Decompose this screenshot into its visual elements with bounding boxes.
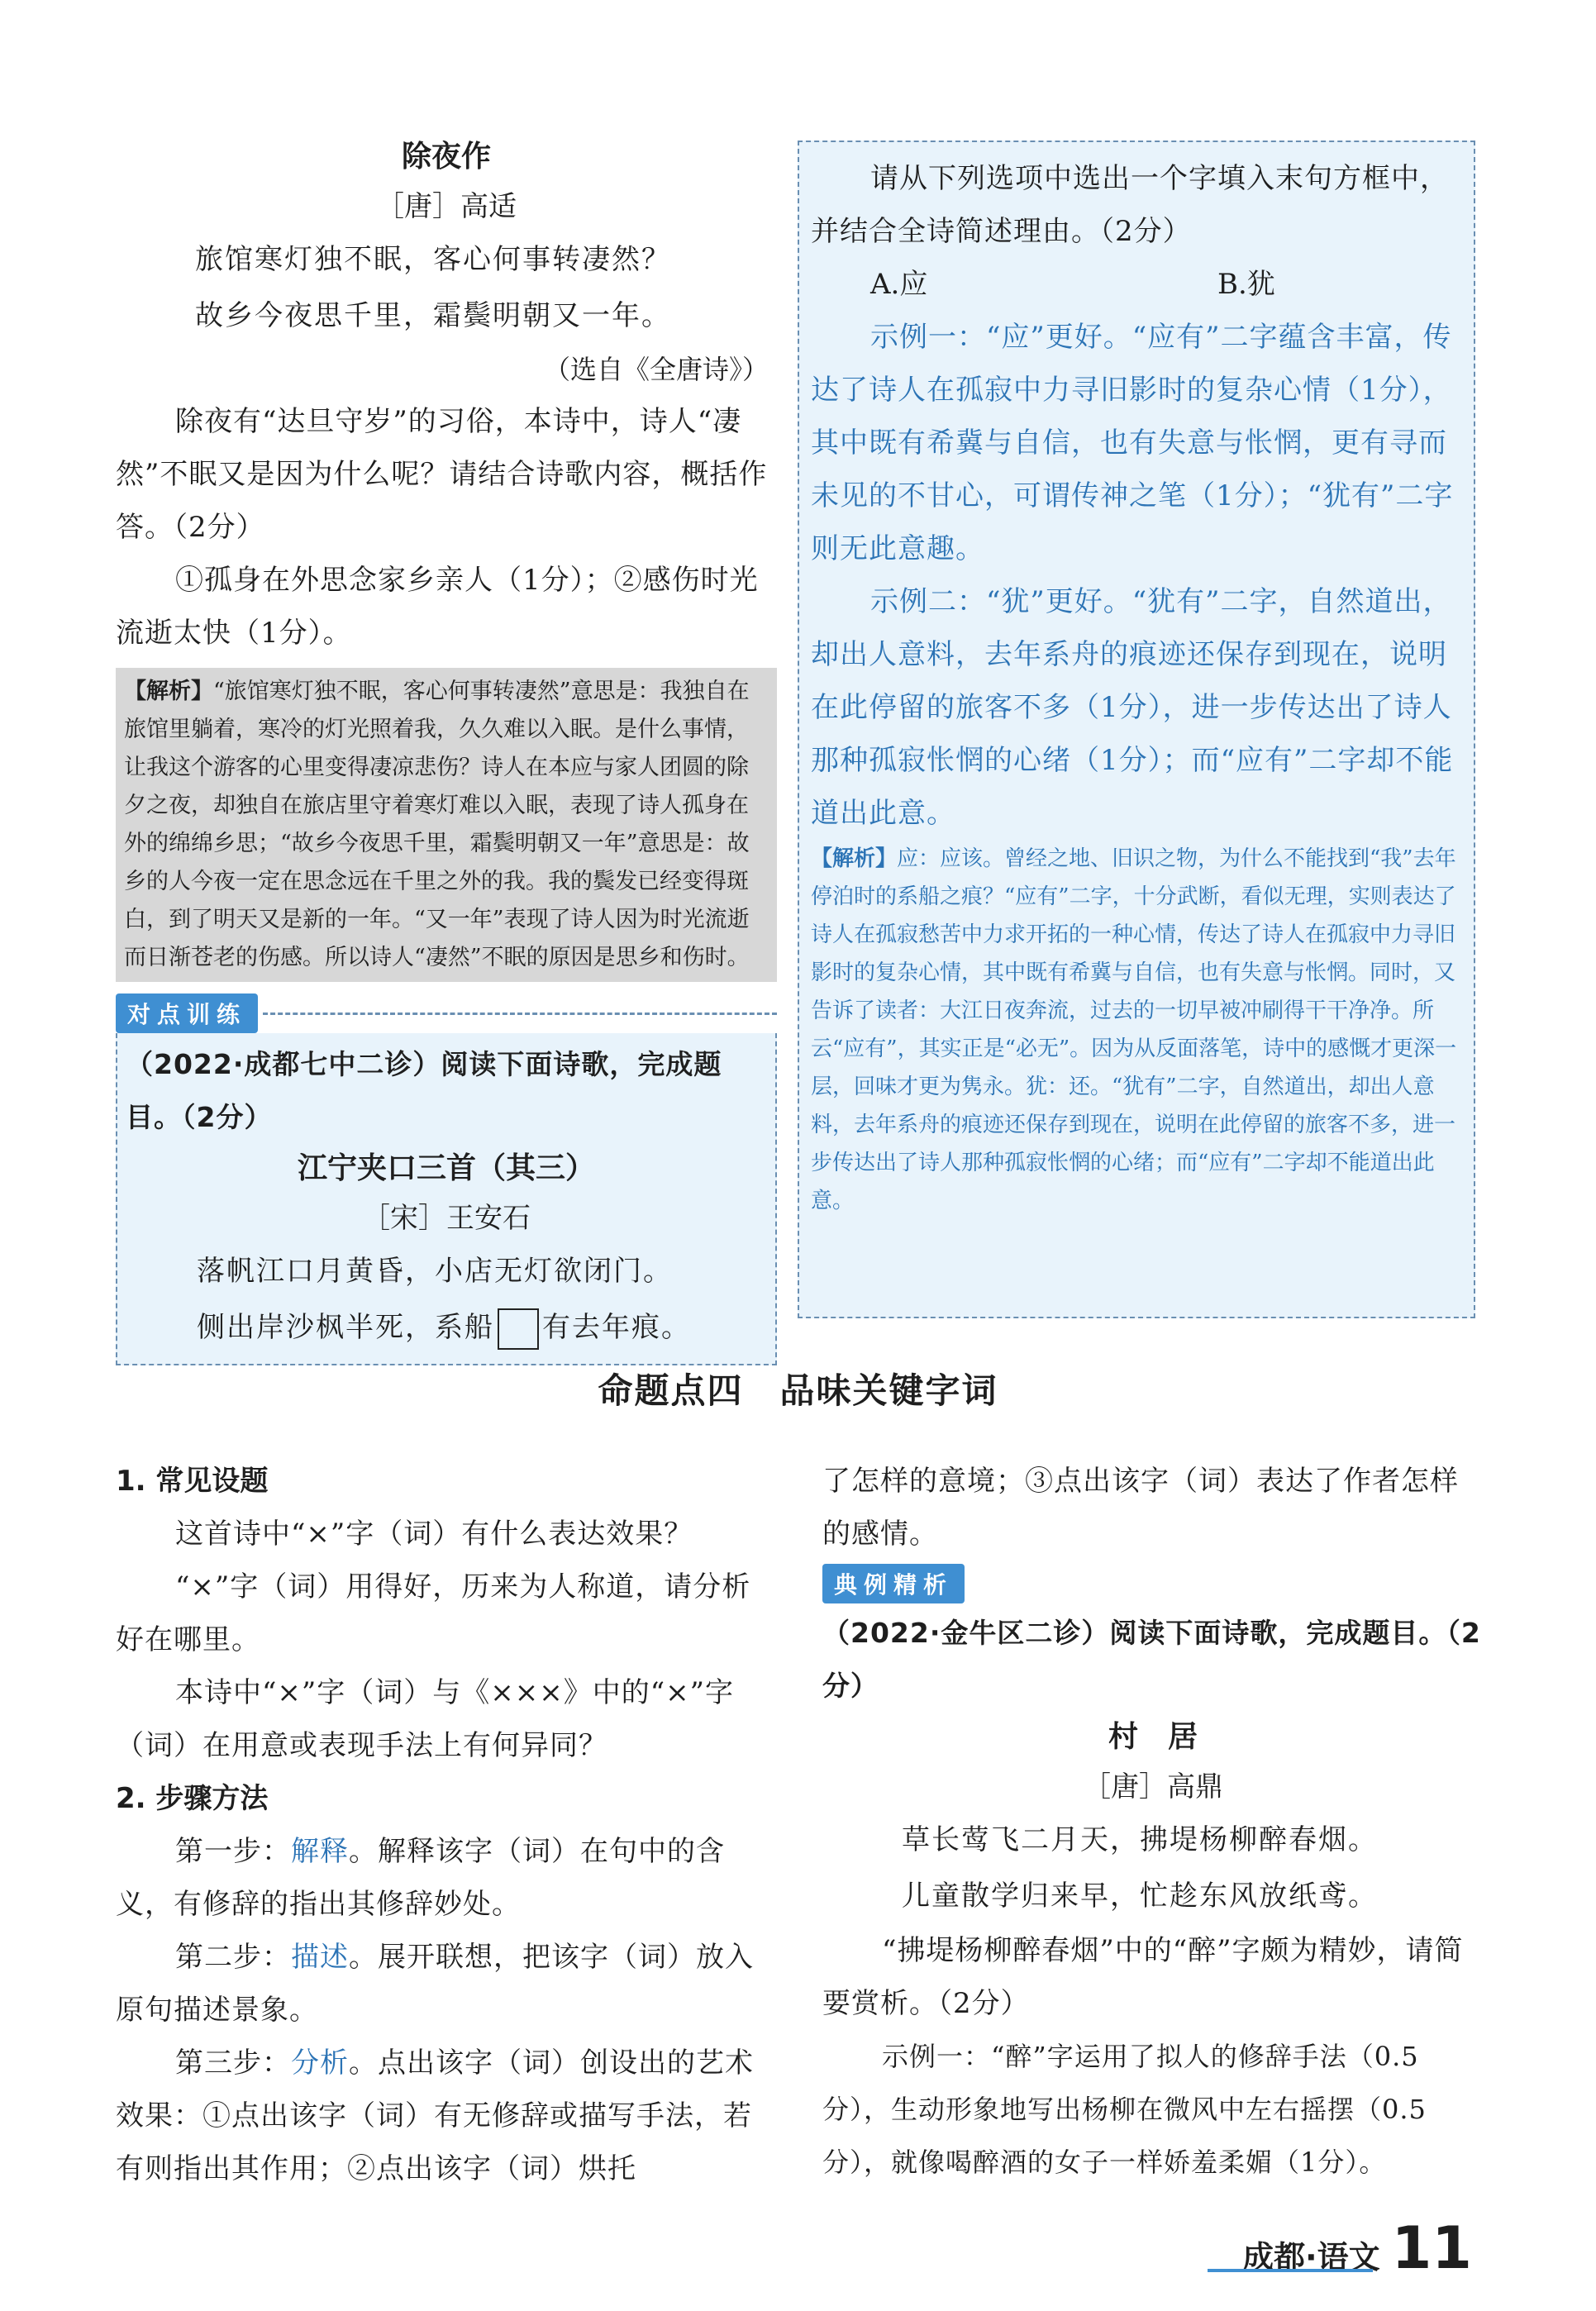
step-label: 第一步： (175, 1835, 291, 1868)
line-part-a: 侧出岸沙枫半死，系船 (197, 1311, 494, 1344)
option-b: B.犹 (1217, 268, 1275, 301)
step-text: 。展开联想，把该字（词）放入原句描述景象。 (116, 1941, 754, 2027)
step-keyword: 解释 (291, 1835, 349, 1868)
poem-title: 除夜作 (401, 140, 491, 174)
common-question-1: 这首诗中“×”字（词）有什么表达效果？ (175, 1518, 693, 1551)
example-poem-line-2: 儿童散学归来早，忙趁东风放纸鸢。 (902, 1880, 1378, 1913)
practice-poem-line-2 (126, 1299, 767, 1356)
step-label: 第三步： (175, 2047, 291, 2080)
example-poem-title: 村 居 (1108, 1720, 1198, 1754)
practice-label: 对点训练 (116, 993, 258, 1033)
example-answer: 示例一：“醉”字运用了拟人的修辞手法（0.5分），生动形象地写出杨柳在微风中左右摇摆（0.5分），就像喝醉酒的女子一样娇羞柔媚（1分）。 (822, 2041, 1427, 2178)
example-label-line (822, 1564, 1484, 1603)
poem-author: ［唐］高适 (376, 190, 517, 223)
footer-subject: 成都·语文 (1242, 2239, 1380, 2275)
poem-line: 故乡今夜思千里，霜鬓明朝又一年。 (195, 299, 671, 332)
step-keyword: 描述 (291, 1941, 349, 1974)
analysis-text: “旅馆寒灯独不眠，客心何事转凄然”意思是：我独自在旅馆里躺着，寒冷的灯光照着我，久久难以入眠。是什么事情，让我这个游客的心里变得凄凉悲伤？诗人在本应与家人团圆的除夕之夜，却独自在旅店里守着寒灯难以入眠，表现了诗人孤身在外的绵绵乡思；“故乡今夜思千里，霜鬓明朝又一年”意思是：故乡的人今夜一定在思念远在千里之外的我。我的鬓发已经变得斑白，到了明天又是新的一年。“又一年”表现了诗人因为时光流逝而日渐苍老的伤感。所以诗人“凄然”不眠的原因是思乡和伤时。 (124, 679, 750, 970)
example-question: “拂堤杨柳醉春烟”中的“醉”字颇为精妙，请简要赏析。（2分） (822, 1934, 1464, 2020)
dashed-divider (263, 1013, 777, 1015)
step-text: 。点出该字（词）创设出的艺术效果：①点出该字（词）有无修辞或描写手法，若有则指出其作用；②点出该字（词）烘托 (116, 2047, 754, 2185)
example-one: 示例一：“应”更好。“应有”二字蕴含丰富，传达了诗人在孤寂中力寻旧影时的复杂心情（1分），其中既有希冀与自信，也有失意与怅惘，更有寻而未见的不甘心，可谓传神之笔（1分）；“犹有”二字则无此意趣。 (811, 321, 1454, 565)
heading-steps: 2. 步骤方法 (116, 1782, 269, 1815)
analysis-tag: 【解析】 (124, 679, 213, 704)
line-part-b: 有去年痕。 (542, 1311, 691, 1344)
example-poem-author: ［唐］高鼎 (1083, 1770, 1223, 1804)
practice-poem-line: 落帆江口月黄昏，小店无灯欲闭门。 (197, 1255, 673, 1288)
step-two (116, 1931, 777, 2037)
step-keyword: 分析 (291, 2047, 349, 2080)
blank-square (498, 1308, 539, 1350)
analysis-tag: 【解析】 (811, 846, 898, 871)
heading-common-questions: 1. 常见设题 (116, 1465, 269, 1498)
options-row (811, 258, 1462, 311)
question-text: 除夜有“达旦守岁”的习俗，本诗中，诗人“凄然”不眠又是因为什么呢？请结合诗歌内容，概括作答。（2分） (116, 405, 768, 544)
section-title: 命题点四 品味关键字词 (598, 1370, 998, 1411)
right-column-bottom (822, 1455, 1484, 2189)
common-question-3: 本诗中“×”字（词）与《×××》中的“×”字（词）在用意或表现手法上有何异同？ (116, 1676, 734, 1762)
practice-intro: （2022·成都七中二诊）阅读下面诗歌，完成题目。（2分） (126, 1048, 722, 1133)
practice-box (116, 1033, 777, 1365)
step-label: 第二步： (175, 1941, 291, 1974)
analysis-box (116, 668, 777, 982)
example-two: 示例二：“犹”更好。“犹有”二字，自然道出，却出人意料，去年系舟的痕迹还保存到现在，说明在此停留的旅客不多（1分），进一步传达出了诗人那种孤寂怅惘的心绪（1分）；而“应有”二字却不能道出此意。 (811, 585, 1454, 830)
right-analysis (811, 840, 1462, 1220)
left-column-bottom (116, 1455, 777, 2195)
left-column-top (116, 132, 777, 1365)
step-one (116, 1825, 777, 1931)
option-a: A.应 (870, 268, 928, 301)
practice-poem-author: ［宋］王安石 (362, 1202, 531, 1235)
poem-line: 旅馆寒灯独不眠，客心何事转凄然？ (195, 243, 671, 276)
common-question-2: “×”字（词）用得好，历来为人称道，请分析好在哪里。 (116, 1570, 751, 1656)
footer-rule (1208, 2269, 1373, 2272)
example-label: 典例精析 (822, 1564, 965, 1603)
answer-text: ①孤身在外思念家乡亲人（1分）；②感伤时光流逝太快（1分）。 (116, 564, 759, 650)
poem-source: （选自《全唐诗》） (543, 354, 769, 385)
page-number: 11 (1391, 2214, 1472, 2282)
step-three (116, 2037, 777, 2195)
practice-label-line (116, 993, 777, 1033)
example-intro: （2022·金牛区二诊）阅读下面诗歌，完成题目。（2分） (822, 1617, 1481, 1702)
continued-text: 了怎样的意境；③点出该字（词）表达了作者怎样的感情。 (822, 1465, 1459, 1551)
practice-poem-title: 江宁夹口三首（其三） (297, 1151, 595, 1185)
example-poem-line: 草长莺飞二月天，拂堤杨柳醉春烟。 (902, 1823, 1378, 1856)
practice-section (116, 993, 777, 1365)
right-question: 请从下列选项中选出一个字填入末句方框中，并结合全诗简述理由。（2分） (811, 162, 1449, 248)
analysis-text: 应：应该。曾经之地、旧识之物，为什么不能找到“我”去年停泊时的系船之痕？“应有”二字，十分武断，看似无理，实则表达了诗人在孤寂愁苦中力求开拓的一种心情，传达了诗人在孤寂中力寻旧影时的复杂心情，其中既有希冀与自信，也有失意与怅惘。同时，又告诉了读者：大江日夜奔流，过去的一切早被冲刷得干干净净。所云“应有”，其实正是“必无”。因为从反面落笔，诗中的感慨才更深一层，回味才更为隽永。犹：还。“犹有”二字，自然道出，却出人意料，去年系舟的痕迹还保存到现在，说明在此停留的旅客不多，进一步传达出了诗人那种孤寂怅惘的心绪；而“应有”二字却不能道出此意。 (811, 846, 1457, 1213)
right-column-top (798, 141, 1475, 1318)
step-text: 。解释该字（词）在句中的含义，有修辞的指出其修辞妙处。 (116, 1835, 725, 1921)
